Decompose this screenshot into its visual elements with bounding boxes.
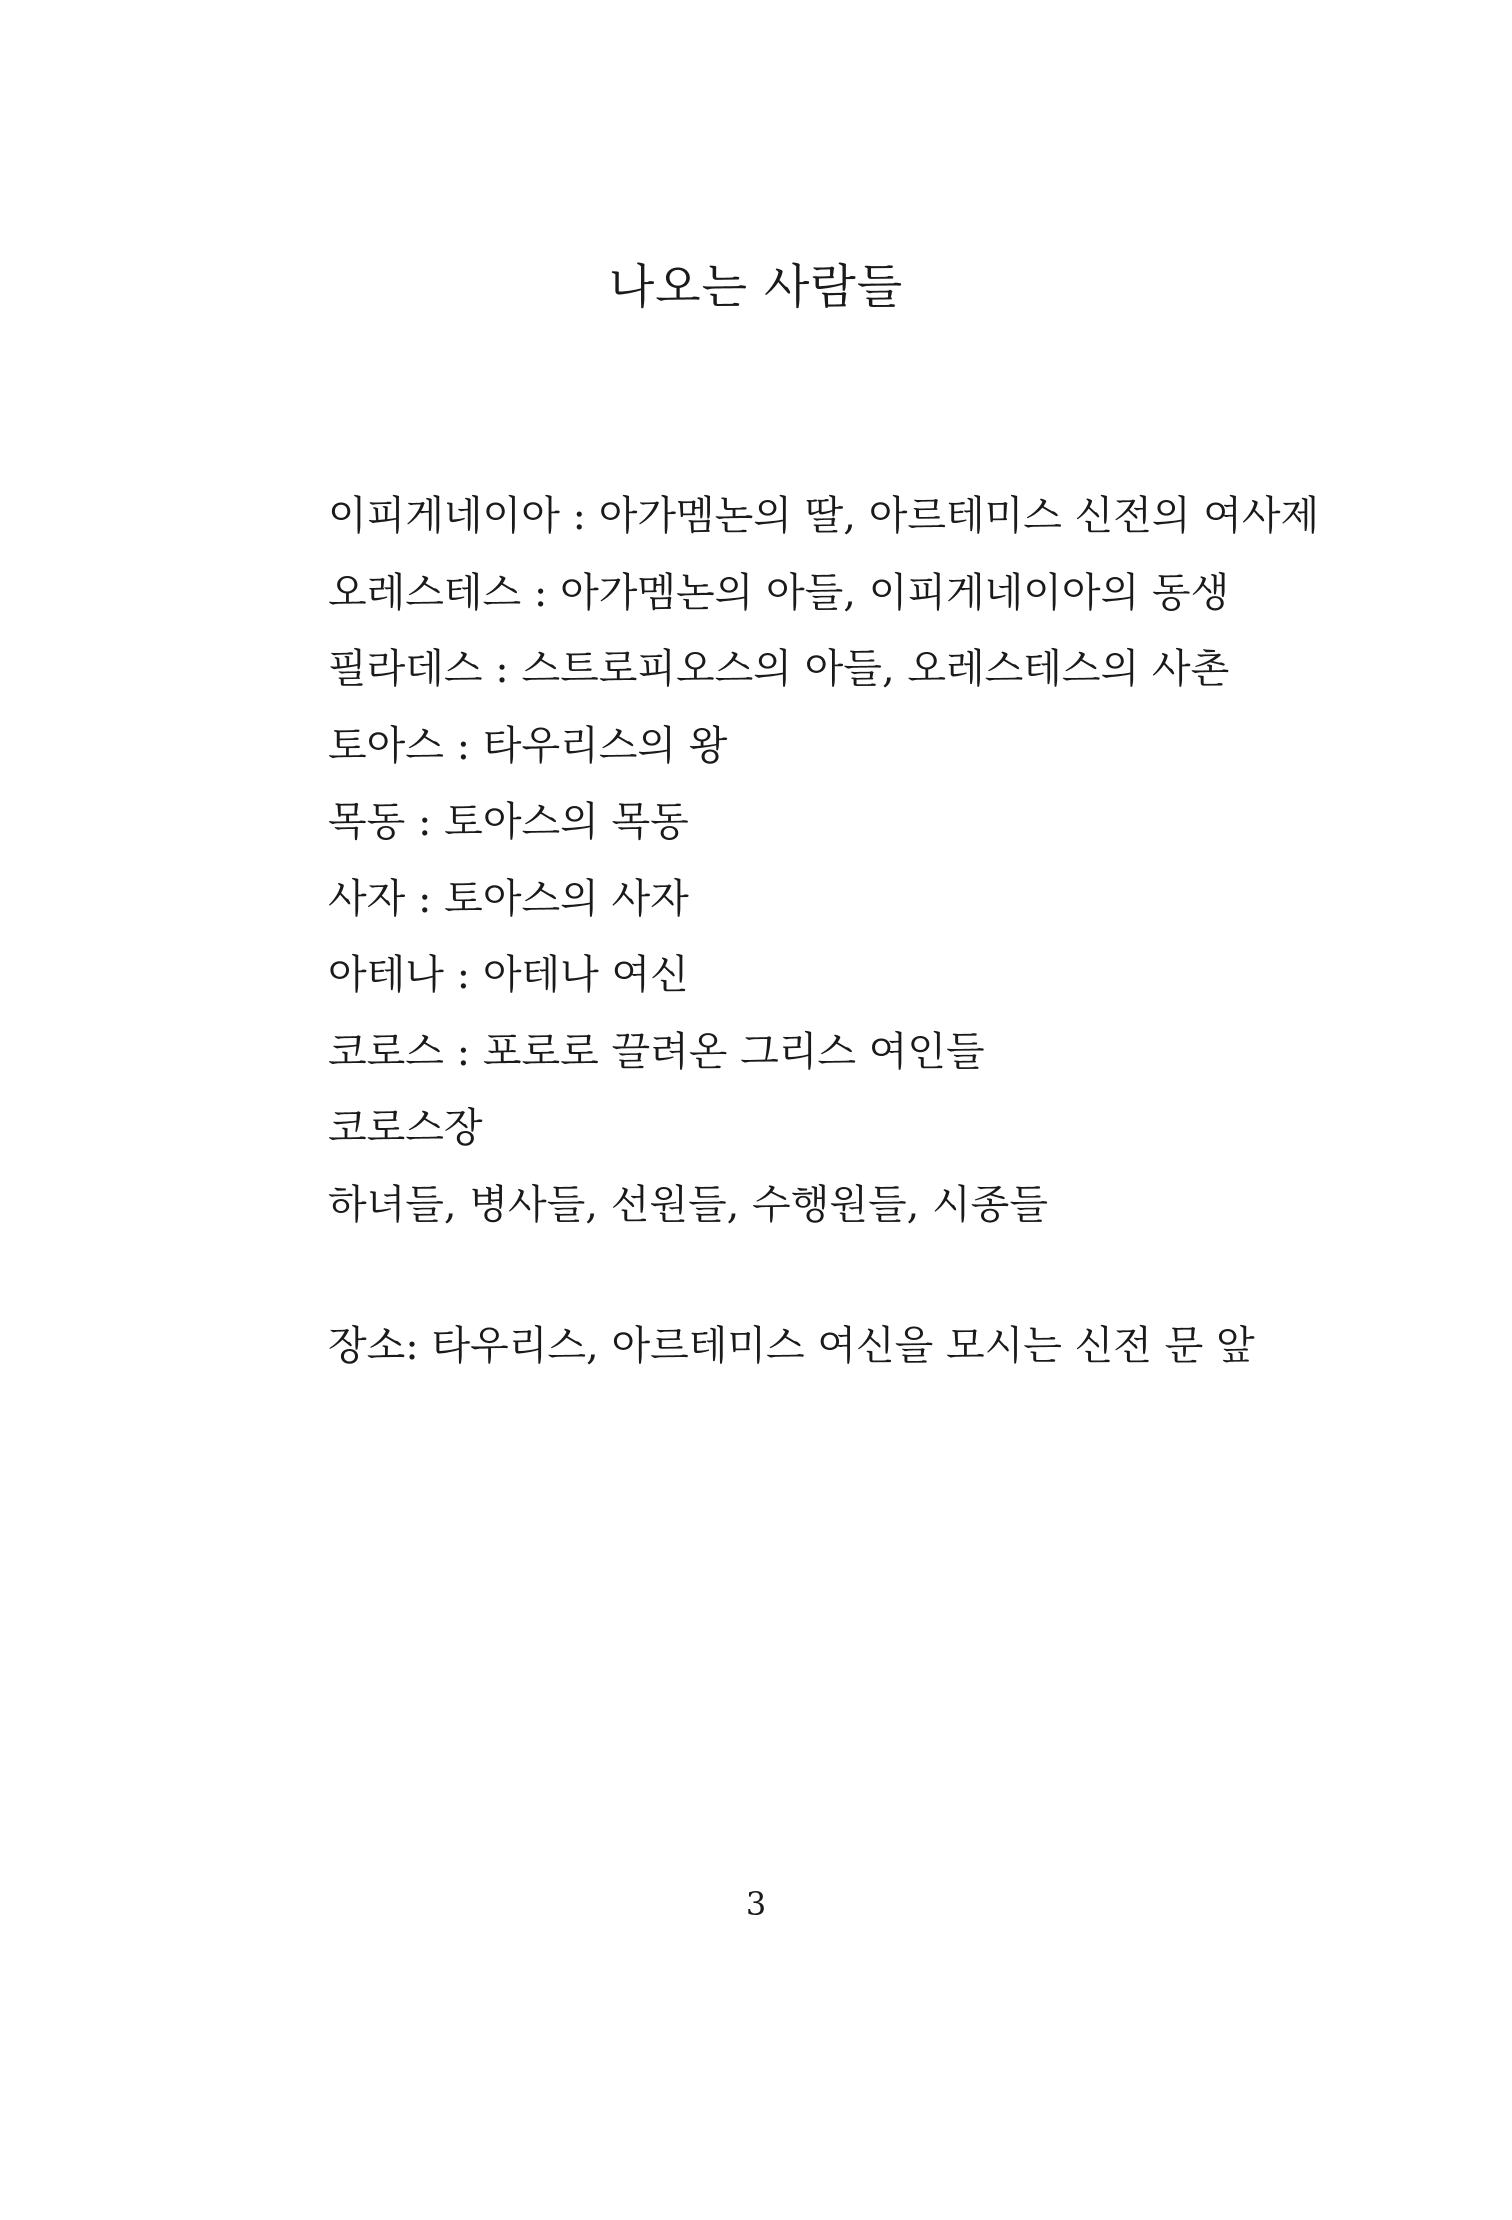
cast-item-pylades: 필라데스 : 스트로피오스의 아들, 오레스테스의 사촌	[328, 646, 1230, 692]
cast-item-thoas: 토아스 : 타우리스의 왕	[328, 722, 728, 769]
cast-item-messenger: 사자 : 토아스의 사자	[328, 875, 689, 922]
cast-item-chorus: 코로스 : 포로로 끌려온 그리스 여인들	[328, 1028, 985, 1075]
cast-list	[328, 478, 1319, 1243]
cast-item-orestes: 오레스테스 : 아가멤논의 아들, 이피게네이아의 동생	[328, 569, 1230, 616]
cast-item-iphigenia: 이피게네이아 : 아가멤논의 딸, 아르테미스 신전의 여사제	[328, 493, 1320, 539]
cast-item-chorus-leader: 코로스장	[328, 1105, 483, 1151]
page-number: 3	[745, 1885, 767, 1923]
setting-text: 장소: 타우리스, 아르테미스 여신을 모시는 신전 문 앞	[328, 1323, 1255, 1369]
page-title: 나오는 사람들	[608, 260, 904, 315]
cast-item-attendants: 하녀들, 병사들, 선원들, 수행원들, 시종들	[328, 1181, 1048, 1228]
cast-item-herdsman: 목동 : 토아스의 목동	[328, 799, 689, 845]
cast-item-athena: 아테나 : 아테나 여신	[328, 952, 689, 998]
